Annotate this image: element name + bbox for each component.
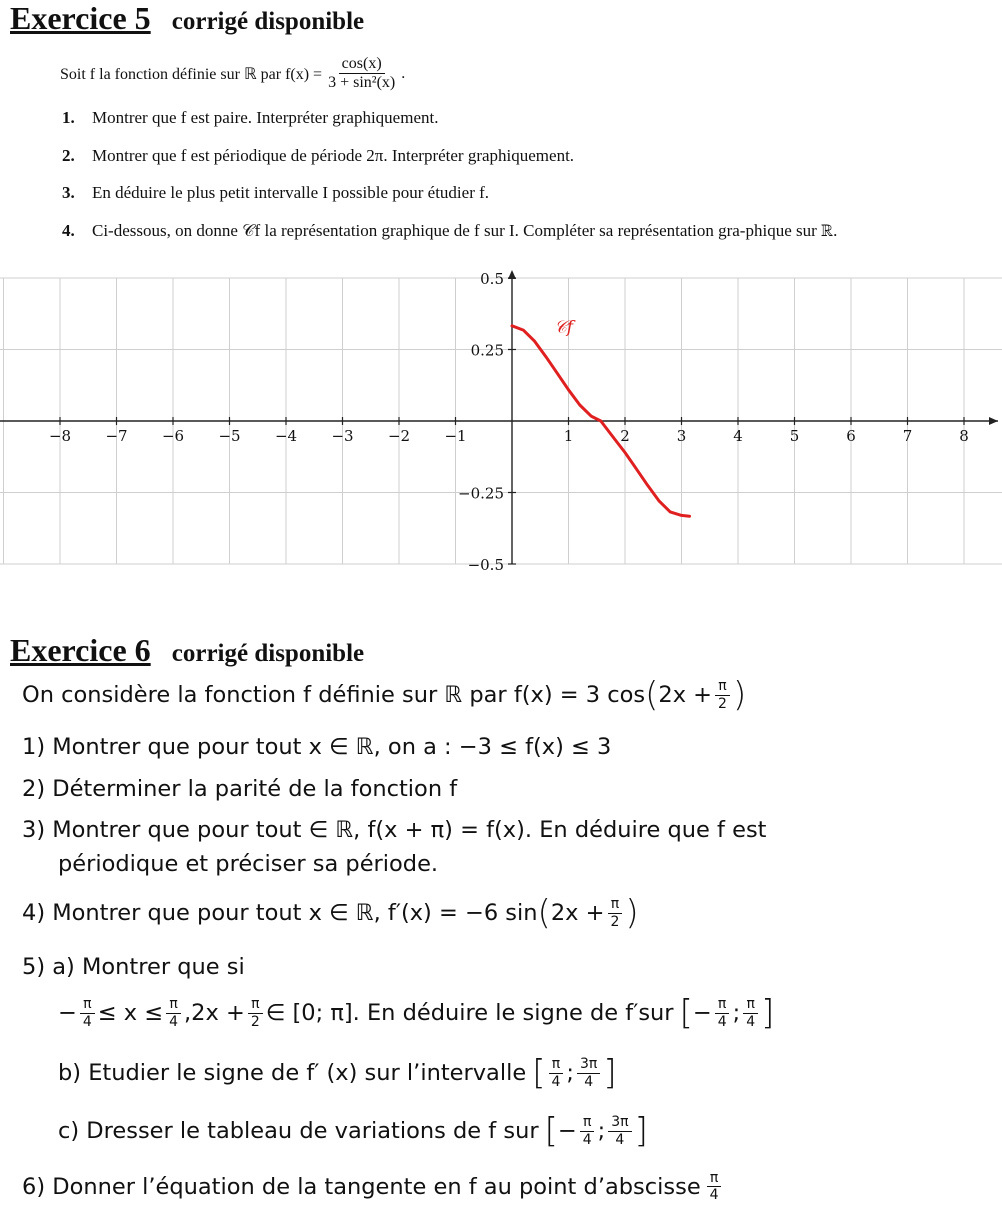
- paren-close: ): [732, 675, 747, 715]
- y-tick-label: 0.5: [480, 270, 504, 288]
- ex5-question: [62, 181, 992, 206]
- x-tick-label: 7: [902, 427, 913, 445]
- paren-open: (: [645, 675, 659, 715]
- ex6-q5c: c) Dresser le tableau de variations de f sur [ − $\frac{\pi}{4}$ ; $\frac{3\pi}{4}$ ]: [58, 1111, 648, 1151]
- ex6-heading: [10, 632, 364, 669]
- ex6-intro-text: On considère la fonction f définie sur ℝ par f(x) = 3 cos: [22, 682, 646, 708]
- ex5-question: [62, 219, 992, 244]
- x-tick-label: −5: [218, 427, 241, 445]
- ex6-q3-cont: périodique et préciser sa période.: [58, 851, 439, 877]
- ex5-fraction-den: 3 + sin²(x): [328, 74, 396, 92]
- x-tick-label: 5: [789, 427, 800, 445]
- ex6-q5b: b) Etudier le signe de f′ (x) sur l’intervalle [ $\frac{\pi}{4}$ ; $\frac{3\pi}{4}$ ]: [58, 1053, 617, 1093]
- ex6-q5a-cont: − $\frac{\pi}{4}$ ≤ x ≤ $\frac{\pi}{4}$ ,2x + $\frac{\pi}{2}$ ∈ [0; π]. En déduire le signe de f′sur [ − $\frac{\pi}{4}$ ; $\frac{\pi}{4}$ ]: [58, 993, 775, 1033]
- x-tick-label: −2: [387, 427, 411, 445]
- ex5-question: [62, 106, 992, 131]
- ex5-title: Exercice 5: [10, 0, 151, 36]
- ex5-intro: [60, 55, 405, 93]
- ex5-question-text: Montrer que f est paire. Interpréter graphiquement.: [92, 108, 439, 127]
- x-tick-label: −4: [274, 427, 298, 445]
- ex6-q3: 3) Montrer que pour tout ∈ ℝ, f(x + π) = f(x). En déduire que f est: [22, 817, 767, 843]
- ex5-question-list: [62, 106, 992, 257]
- ex5-question-text: Montrer que f est périodique de période 2π. Interpréter graphiquement.: [92, 145, 575, 165]
- x-tick-label: −7: [105, 427, 128, 445]
- ex5-question-text: En déduire le plus petit intervalle I possible pour étudier f.: [92, 183, 490, 203]
- pi-over-2: $\frac{\pi}{2}$: [607, 896, 622, 929]
- ex5-question-number: 3.: [62, 183, 75, 203]
- ex5-question: [62, 144, 992, 169]
- x-tick-label: 1: [563, 427, 574, 445]
- pi-over-2: $\frac{\pi}{2}$: [715, 678, 730, 711]
- ex6-q2: 2) Déterminer la parité de la fonction f: [22, 776, 458, 802]
- ex5-heading: [10, 0, 364, 37]
- x-tick-label: −8: [48, 427, 72, 445]
- ex5-question-number: 2.: [62, 145, 75, 165]
- ex6-q1: 1) Montrer que pour tout x ∈ ℝ, on a : −3 ≤ f(x) ≤ 3: [22, 734, 612, 760]
- x-tick-label: −6: [161, 427, 185, 445]
- ex5-question-number: 1.: [62, 108, 75, 127]
- ex5-intro-suffix: .: [401, 64, 406, 82]
- ex5-intro-prefix: Soit f la fonction définie sur ℝ par f(x) =: [60, 65, 323, 83]
- ex6-intro: [22, 675, 747, 715]
- ex5-subtitle: corrigé disponible: [171, 8, 365, 35]
- ex6-q6: 6) Donner l’équation de la tangente en f au point d’abscisse $\frac{\pi}{4}$: [22, 1170, 725, 1203]
- ex6-q5a: 5) a) Montrer que si: [22, 954, 245, 980]
- curve-label: 𝒞f: [554, 317, 574, 338]
- x-axis-arrow: [989, 417, 998, 425]
- ex6-q4: 4) Montrer que pour tout x ∈ ℝ, f′(x) = −6 sin ( 2x + $\frac{\pi}{2}$ ): [22, 893, 639, 933]
- ex6-title: Exercice 6: [10, 632, 151, 668]
- ex5-question-text: Ci-dessous, on donne 𝒞f la représentation graphique de f sur I. Compléter sa représentation gra-phique sur ℝ.: [92, 220, 838, 240]
- function-graph: [0, 262, 1002, 572]
- x-tick-label: 3: [676, 427, 687, 445]
- x-tick-label: 2: [620, 427, 630, 445]
- ex6-intro-arg: 2x +: [658, 682, 713, 708]
- ex6-subtitle: corrigé disponible: [171, 640, 365, 667]
- ex5-fraction: [325, 55, 398, 93]
- y-tick-label: −0.5: [467, 556, 504, 572]
- x-tick-label: 8: [959, 427, 969, 445]
- ex5-fraction-num: cos(x): [339, 55, 385, 74]
- x-tick-label: 6: [846, 427, 856, 445]
- x-tick-label: −3: [331, 427, 354, 445]
- x-tick-label: 4: [733, 427, 743, 445]
- x-tick-label: −1: [444, 427, 467, 445]
- ex5-question-number: 4.: [62, 220, 75, 240]
- y-tick-label: 0.25: [470, 341, 504, 360]
- y-tick-label: −0.25: [458, 484, 504, 503]
